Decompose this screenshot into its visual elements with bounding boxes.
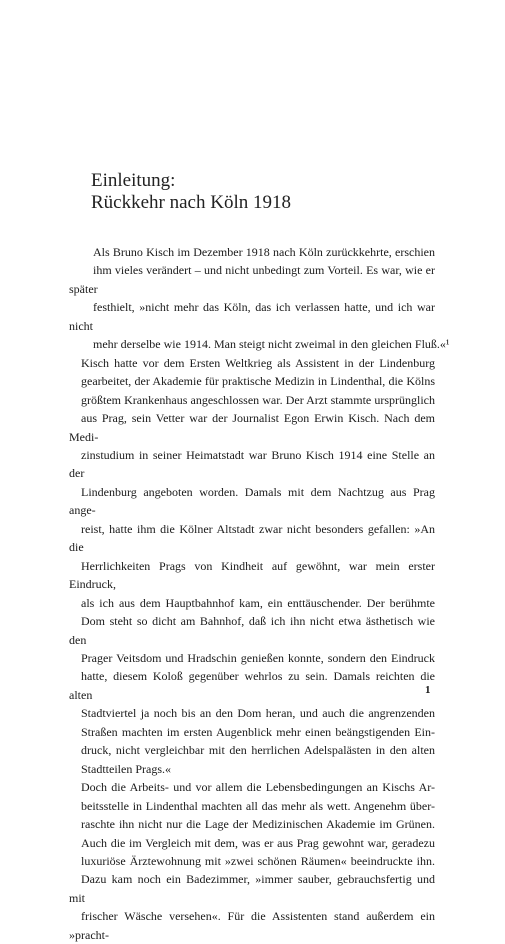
text-line: Auch die im Vergleich mit dem, was er aus Prag gewohnt war, geradezu bbox=[81, 835, 435, 850]
text-line: aus Prag, sein Vetter war der Journalist Egon Erwin Kisch. Nach dem Medi- bbox=[69, 411, 435, 444]
text-line: mehr derselbe wie 1914. Man steigt nicht zweimal in den gleichen Fluß.«¹ bbox=[93, 337, 450, 352]
text-line: beitsstelle in Lindenthal machten all das mehr als wett. Angenehm über- bbox=[81, 798, 435, 813]
text-line: druck, nicht vergleichbar mit den herrlichen Adelspalästen in den alten bbox=[81, 743, 435, 758]
paragraph-2 bbox=[69, 354, 435, 778]
text-line: Stadtteilen Prags.« bbox=[81, 761, 171, 776]
text-line: größtem Krankenhaus angeschlossen war. Der Arzt stammte ursprünglich bbox=[81, 392, 435, 407]
paragraph-3 bbox=[69, 778, 435, 944]
text-line: Prager Veitsdom und Hradschin genießen konnte, sondern den Eindruck bbox=[81, 650, 435, 665]
text-line: zinstudium in seiner Heimatstadt war Bruno Kisch 1914 eine Stelle an der bbox=[69, 447, 435, 481]
body-text bbox=[69, 243, 450, 944]
text-line: raschte ihn nicht nur die Lage der Medizinischen Akademie im Grünen. bbox=[81, 817, 435, 832]
text-line: festhielt, »nicht mehr das Köln, das ich verlassen hatte, und ich war nicht bbox=[69, 300, 435, 333]
text-line: Herrlichkeiten Prags von Kindheit auf gewöhnt, war mein erster Eindruck, bbox=[69, 558, 435, 592]
text-line: Dom steht so dicht am Bahnhof, daß ich ihn nicht etwa ästhetisch wie den bbox=[69, 614, 435, 647]
text-line: Doch die Arbeits- und vor allem die Lebensbedingungen an Kischs Ar- bbox=[81, 780, 435, 795]
chapter-title-line-1: Einleitung: bbox=[91, 170, 176, 191]
text-line: als ich aus dem Hauptbahnhof kam, ein enttäuschender. Der berühmte bbox=[81, 595, 435, 610]
text-line: Kisch hatte vor dem Ersten Weltkrieg als Assistent in der Lindenburg bbox=[81, 355, 435, 370]
text-line: luxuriöse Ärztewohnung mit »zwei schönen Räumen« beeindruckte ihn. bbox=[81, 853, 435, 868]
text-line: Straßen machten im ersten Augenblick mehr einen beängstigenden Ein- bbox=[81, 724, 435, 739]
text-line: hatte, diesem Koloß gegenüber wehrlos zu sein. Damals reichten die alten bbox=[69, 669, 435, 702]
text-line: reist, hatte ihm die Kölner Altstadt zwar nicht besonders gefallen: »An die bbox=[69, 521, 435, 555]
text-line: gearbeitet, der Akademie für praktische Medizin in Lindenthal, die Kölns bbox=[81, 374, 435, 389]
text-line: Lindenburg angeboten worden. Damals mit dem Nachtzug aus Prag ange- bbox=[69, 484, 435, 518]
text-line: Stadtviertel ja noch bis an den Dom heran, und auch die angrenzenden bbox=[81, 706, 435, 721]
text-line: ihm vieles verändert – und nicht unbedingt zum Vorteil. Es war, wie er später bbox=[69, 263, 435, 296]
chapter-title-line-2: Rückkehr nach Köln 1918 bbox=[91, 192, 291, 213]
paragraph-1 bbox=[69, 243, 450, 354]
text-line: Dazu kam noch ein Badezimmer, »immer sauber, gebrauchsfertig und mit bbox=[69, 872, 435, 905]
chapter-title bbox=[91, 170, 291, 214]
text-line: frischer Wäsche versehen«. Für die Assistenten stand außerdem ein »pracht- bbox=[69, 909, 435, 942]
text-line: Als Bruno Kisch im Dezember 1918 nach Köln zurückkehrte, erschien bbox=[93, 245, 435, 259]
page-number: 1 bbox=[425, 684, 431, 696]
